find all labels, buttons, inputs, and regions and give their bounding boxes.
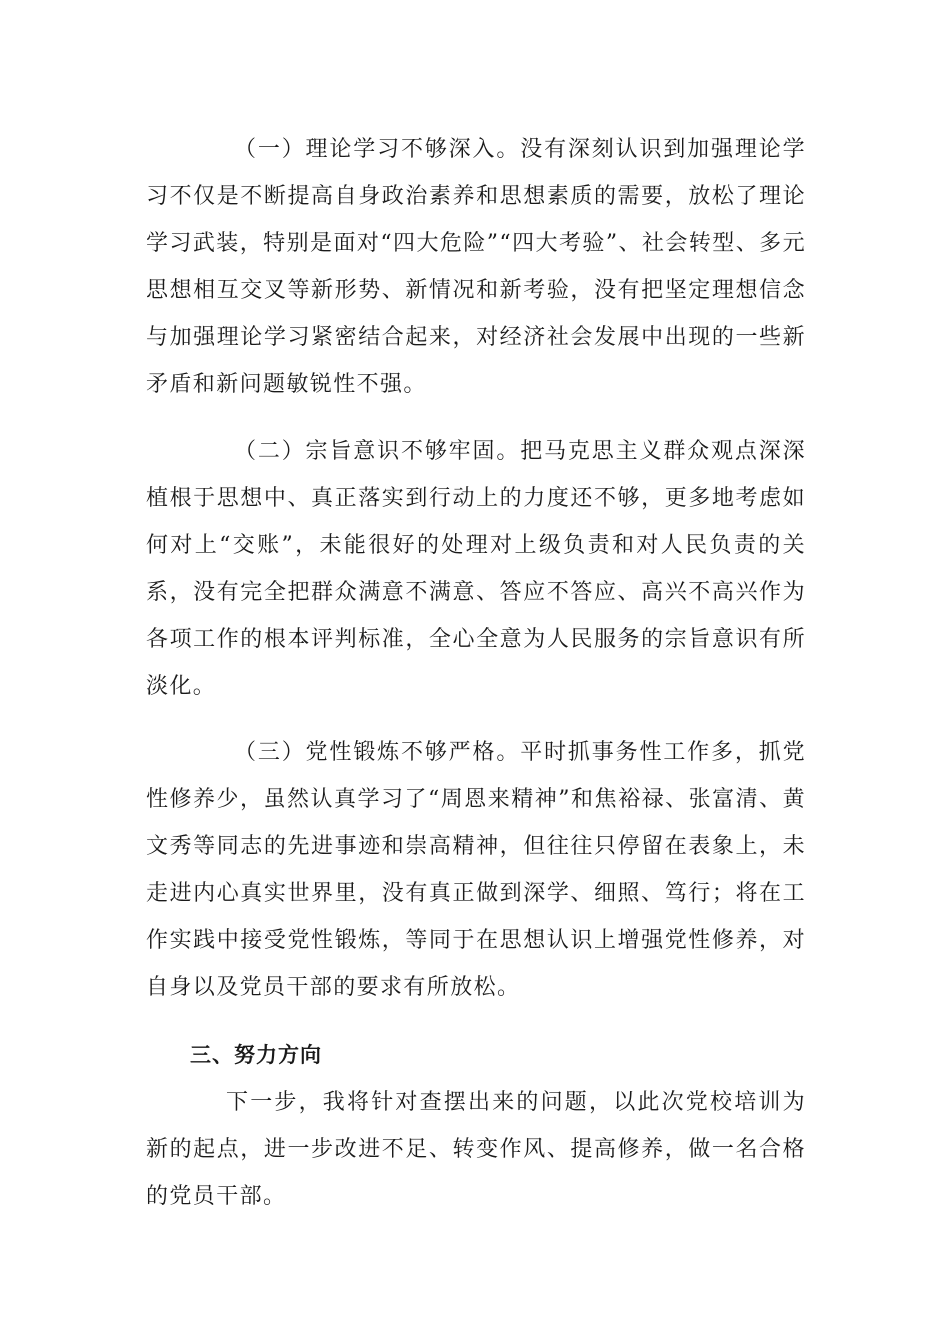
paragraph-spacer	[146, 1011, 806, 1031]
paragraph-spacer	[146, 408, 806, 428]
paragraph-purpose-awareness: （二）宗旨意识不够牢固。把马克思主义群众观点深深植根于思想中、真正落实到行动上的力度还不够，更多地考虑如何对上“交账”，未能很好的处理对上级负责和对人民负责的关系，没有完全把群众满意不满意、答应不答应、高兴不高兴作为各项工作的根本评判标准，全心全意为人民服务的宗旨意识有所淡化。	[146, 439, 806, 699]
paragraph-spacer	[146, 710, 806, 729]
paragraph-party-spirit: （三）党性锻炼不够严格。平时抓事务性工作多，抓党性修养少，虽然认真学习了“周恩来精神”和焦裕禄、张富清、黄文秀等同志的先进事迹和崇高精神，但往往只停留在表象上，未走进内心真实世界里，没有真正做到深学、细照、笃行；将在工作实践中接受党性锻炼，等同于在思想认识上增强党性修养，对自身以及党员干部的要求有所放松。	[146, 740, 806, 1000]
paragraph-next-steps: 下一步，我将针对查摆出来的问题，以此次党校培训为新的起点，进一步改进不足、转变作风、提高修养，做一名合格的党员干部。	[146, 1090, 806, 1209]
paragraph-theory-study: （一）理论学习不够深入。没有深刻认识到加强理论学习不仅是不断提高自身政治素养和思想素质的需要，放松了理论学习武装，特别是面对“四大危险”“四大考验”、社会转型、多元思想相互交叉等新形势、新情况和新考验，没有把坚定理想信念与加强理论学习紧密结合起来，对经济社会发展中出现的一些新矛盾和新问题敏锐性不强。	[146, 137, 806, 397]
section-heading: 三、努力方向	[190, 1043, 322, 1067]
document-body	[146, 126, 806, 1220]
